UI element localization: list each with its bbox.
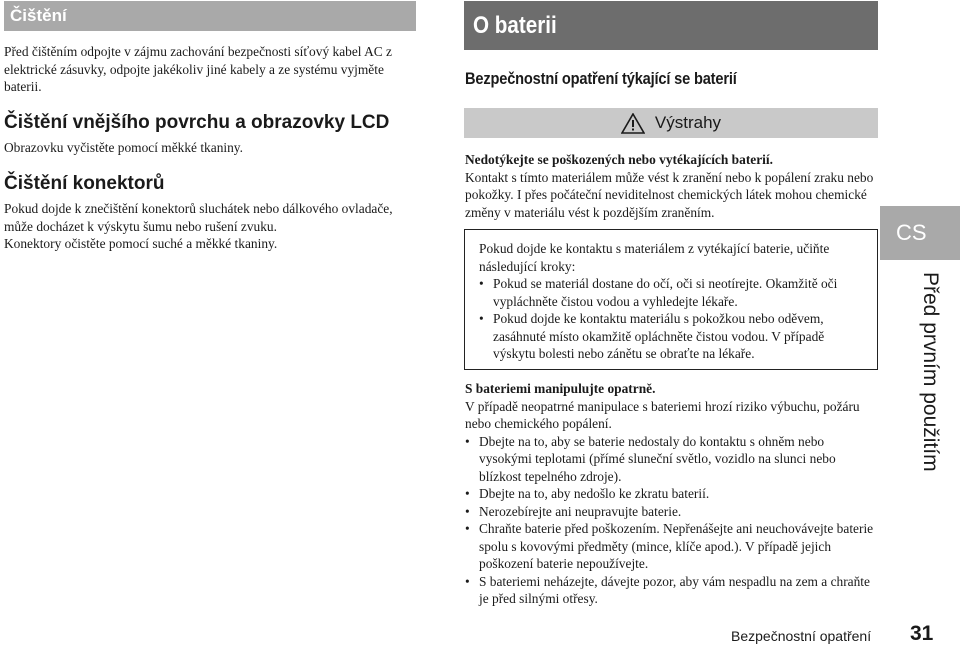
warning-bar: [464, 108, 878, 138]
lcd-heading: Čištění vnějšího povrchu a obrazovky LCD: [4, 112, 390, 133]
battery-safety-subtitle: [465, 68, 879, 90]
warning-label: Výstrahy: [654, 113, 722, 132]
connectors-text: [4, 200, 416, 253]
cleaning-heading: Čištění: [4, 1, 416, 31]
handling-item: • Dbejte na to, aby se baterie nedostaly do kontaktu s ohněm nebo vysokými teplotami (přímé sluneční světlo, vozidlo na slunci nebo blízkost tepelného zdroje).: [465, 433, 877, 486]
handling-list: [465, 433, 877, 608]
handling-bold: S bateriemi manipulujte opatrně.: [465, 381, 656, 396]
connectors-text-2: Konektory očistěte pomocí suché a měkké tkaniny.: [4, 236, 278, 251]
connectors-text-1: Pokud dojde k znečištění konektorů sluchátek nebo dálkového ovladače, může docházet k výskytu šumu nebo rušení zvuku.: [4, 201, 393, 234]
handling-item: • Nerozebírejte ani neupravujte baterie.: [465, 503, 877, 521]
first-aid-list: [479, 275, 867, 363]
page-number: 31: [910, 622, 934, 645]
leak-warning-text: Kontakt s tímto materiálem může vést k zranění nebo k popálení zraku nebo pokožky. I přes počáteční neviditelnost chemických látek mohou chemické změny v materiálu vést k pozdějším zraněním.: [465, 169, 874, 220]
battery-safety-subtitle-text: Bezpečnostní opatření týkající se baterií: [465, 69, 737, 88]
first-aid-item: • Pokud dojde ke kontaktu materiálu s pokožkou nebo oděvem, zasáhnuté místo okamžitě opláchněte čistou vodou. V případě výskytu bolesti nebo zánětu se obraťte na lékaře.: [479, 310, 867, 363]
connectors-heading: Čištění konektorů: [4, 173, 165, 194]
first-aid-intro: Pokud dojde ke kontaktu s materiálem z vytékající baterie, učiňte následující kroky:: [479, 241, 830, 274]
handling-item: • Chraňte baterie před poškozením. Nepřenášejte ani neuchovávejte baterie spolu s kovovými předměty (mince, klíče apod.). V případě jejich poškození baterie nepoužívejte.: [465, 520, 877, 573]
handling-text: V případě neopatrné manipulace s bateriemi hrozí riziko výbuchu, požáru nebo chemického popálení.: [465, 398, 860, 431]
lcd-text: Obrazovku vyčistěte pomocí měkké tkaniny.: [4, 140, 243, 155]
language-tab: CS: [880, 206, 960, 260]
chapter-label: Před prvním použitím: [919, 272, 942, 472]
section-title-text: O baterii: [473, 12, 557, 39]
handling-section: [465, 380, 877, 608]
first-aid-item: • Pokud se materiál dostane do očí, oči si neotírejte. Okamžitě oči vypláchněte čistou vodou a vyhledejte lékaře.: [479, 275, 867, 310]
warning-triangle-icon: [621, 113, 645, 134]
footer-section-label: Bezpečnostní opatření: [731, 628, 872, 644]
leak-warning-bold: Nedotýkejte se poškozených nebo vytékajících baterií.: [465, 152, 773, 167]
first-aid-box: [464, 229, 878, 370]
handling-item: • Dbejte na to, aby nedošlo ke zkratu baterií.: [465, 485, 877, 503]
leak-warning: [465, 151, 877, 221]
handling-item: • S bateriemi neházejte, dávejte pozor, aby vám nespadlu na zem a chraňte je před silnými otřesy.: [465, 573, 877, 608]
section-title: [464, 1, 878, 50]
cleaning-text: Před čištěním odpojte v zájmu zachování bezpečnosti síťový kabel AC z elektrické zásuvky, odpojte jakékoliv jiné kabely a ze systému vyjměte baterii.: [4, 44, 392, 94]
